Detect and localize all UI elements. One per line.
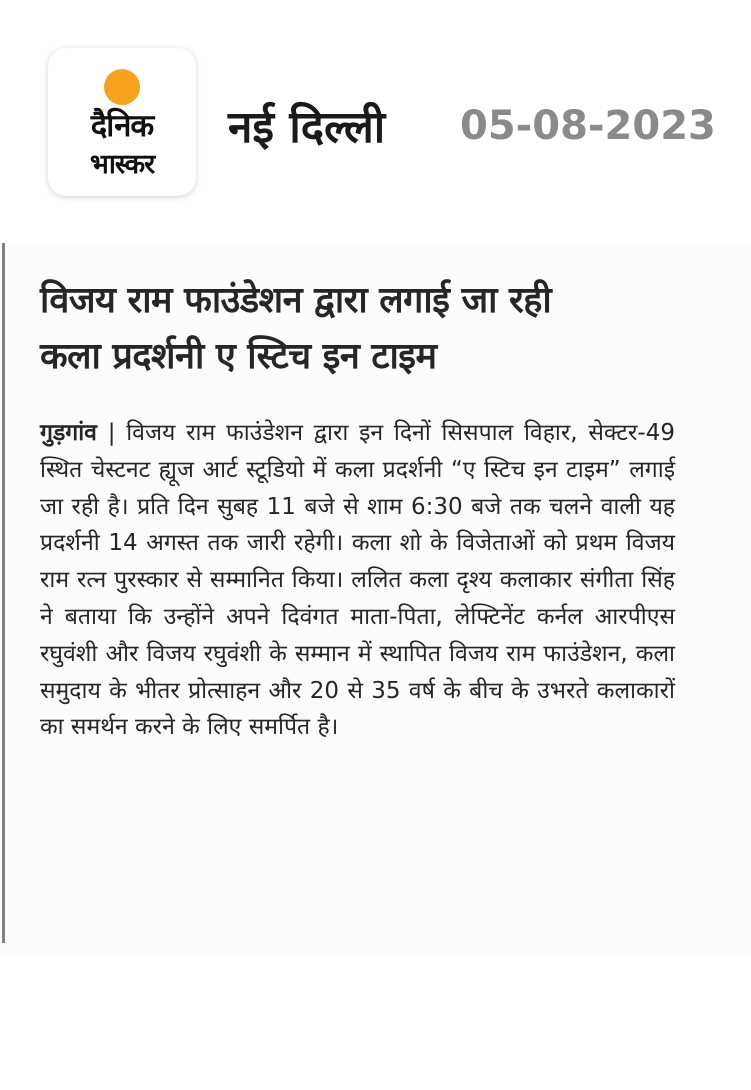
headline-line-2: कला प्रदर्शनी ए स्टिच इन टाइम xyxy=(40,336,437,377)
article-dateline: गुड़गांव xyxy=(40,420,97,446)
dateline-separator: | xyxy=(96,420,127,446)
news-clipping xyxy=(0,243,751,955)
edition-city: नई दिल्ली xyxy=(228,102,386,153)
article-body-text: विजय राम फाउंडेशन द्वारा इन दिनों सिसपाल विहार, सेक्टर-49 स्थित चेस्टनट ह्यूज आर्ट स्टूडियो में कला प्रदर्शनी “ए स्टिच इन टाइम” लगाई जा रही है। प्रति दिन सुबह 11 बजे से शाम 6:30 बजे तक चलने वाली यह प्रदर्शनी 14 अगस्त तक जारी रहेगी। कला शो के विजेताओं को प्रथम विजय राम रत्न पुरस्कार से सम्मानित किया। ललित कला दृश्य कलाकार संगीता सिंह ने बताया कि उन्होंने अपने दिवंगत माता-पिता, लेफ्टिनेंट कर्नल आरपीएस रघुवंशी और विजय रघुवंशी के सम्मान में स्थापित विजय राम फाउंडेशन, कला समुदाय के भीतर प्रोत्साहन और 20 से 35 वर्ष के बीच के उभरते कलाकारों का समर्थन करने के लिए समर्पित है। xyxy=(40,420,675,741)
logo-text-line2: भास्कर xyxy=(89,149,155,180)
column-divider xyxy=(2,243,5,943)
newspaper-logo xyxy=(48,48,196,196)
article-headline xyxy=(40,273,730,385)
headline-line-1: विजय राम फाउंडेशन द्वारा लगाई जा रही xyxy=(40,280,552,321)
logo-sun-dot-icon xyxy=(104,69,140,105)
logo-text-line1: दैनिक xyxy=(90,108,154,144)
article-body xyxy=(40,415,675,746)
edition-date: 05-08-2023 xyxy=(460,103,716,149)
